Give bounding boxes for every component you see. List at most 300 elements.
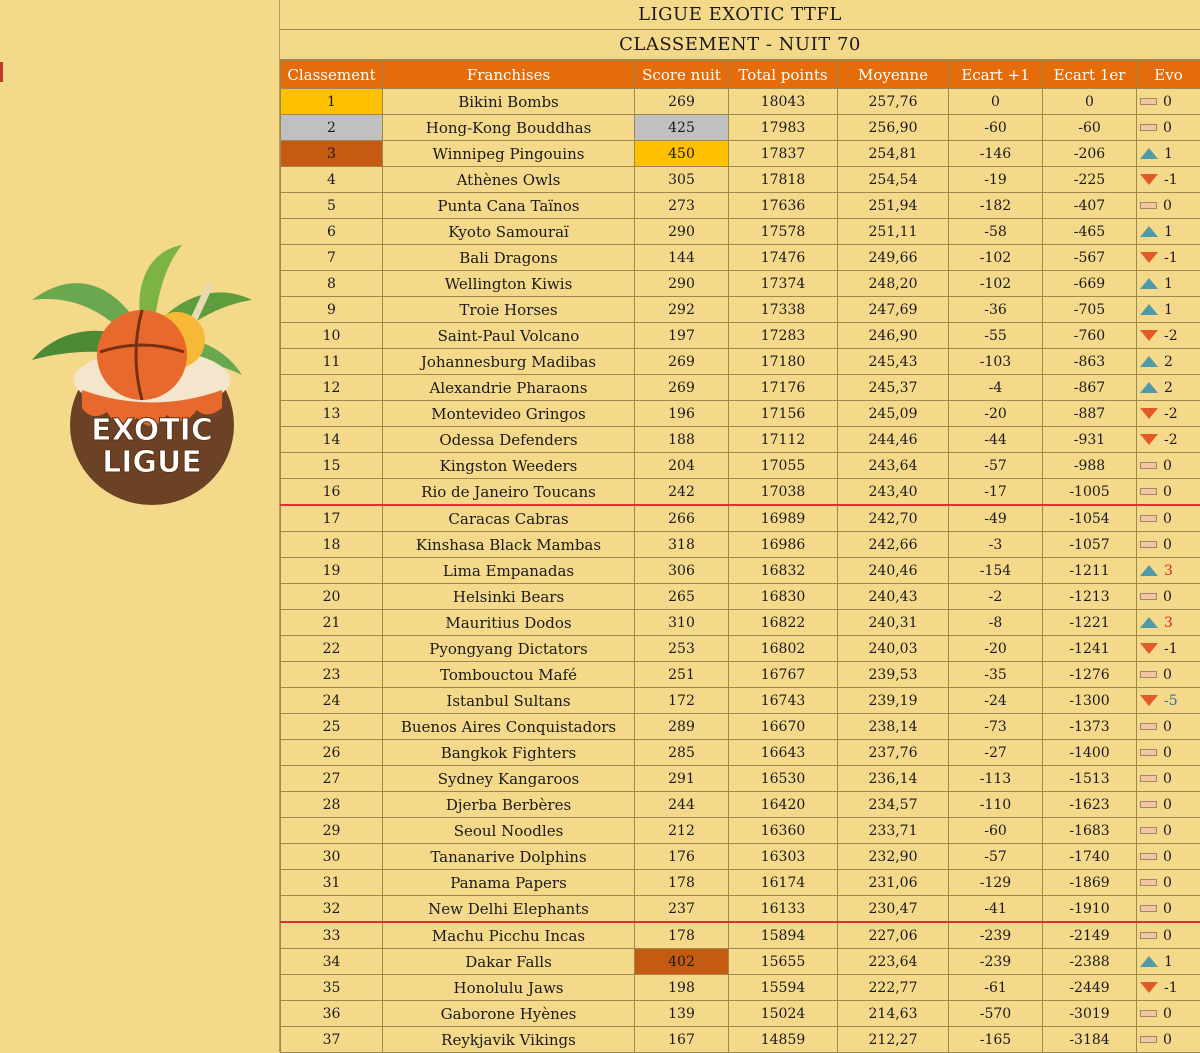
moyenne-cell[interactable]: 254,54 bbox=[838, 167, 949, 193]
franchise-cell[interactable]: Sydney Kangaroos bbox=[383, 766, 635, 792]
evo-cell[interactable] bbox=[1137, 271, 1200, 297]
total-points-cell[interactable]: 16643 bbox=[729, 740, 838, 766]
ecart-1er-cell[interactable]: -1054 bbox=[1043, 505, 1137, 532]
total-points-cell[interactable]: 17112 bbox=[729, 427, 838, 453]
ecart-1er-cell[interactable]: -1276 bbox=[1043, 662, 1137, 688]
franchise-cell[interactable]: Lima Empanadas bbox=[383, 558, 635, 584]
score-nuit-cell[interactable]: 266 bbox=[635, 505, 729, 532]
franchise-cell[interactable]: Montevideo Gringos bbox=[383, 401, 635, 427]
total-points-cell[interactable]: 17176 bbox=[729, 375, 838, 401]
franchise-cell[interactable]: Odessa Defenders bbox=[383, 427, 635, 453]
ecart-1er-cell[interactable]: -1400 bbox=[1043, 740, 1137, 766]
franchise-cell[interactable]: Alexandrie Pharaons bbox=[383, 375, 635, 401]
col-ecart-1[interactable]: Ecart +1 bbox=[949, 61, 1043, 89]
total-points-cell[interactable]: 17055 bbox=[729, 453, 838, 479]
col-classement[interactable]: Classement bbox=[281, 61, 383, 89]
score-nuit-cell[interactable]: 292 bbox=[635, 297, 729, 323]
score-nuit-cell[interactable]: 290 bbox=[635, 219, 729, 245]
col-ecart-1er[interactable]: Ecart 1er bbox=[1043, 61, 1137, 89]
rank-cell[interactable]: 36 bbox=[281, 1001, 383, 1027]
ecart-1er-cell[interactable]: -760 bbox=[1043, 323, 1137, 349]
ecart-1er-cell[interactable]: -2449 bbox=[1043, 975, 1137, 1001]
moyenne-cell[interactable]: 238,14 bbox=[838, 714, 949, 740]
total-points-cell[interactable]: 17636 bbox=[729, 193, 838, 219]
ecart-1-cell[interactable]: -154 bbox=[949, 558, 1043, 584]
total-points-cell[interactable]: 17038 bbox=[729, 479, 838, 506]
rank-cell[interactable]: 33 bbox=[281, 922, 383, 949]
total-points-cell[interactable]: 16989 bbox=[729, 505, 838, 532]
ecart-1-cell[interactable]: -35 bbox=[949, 662, 1043, 688]
ecart-1er-cell[interactable]: -206 bbox=[1043, 141, 1137, 167]
rank-cell[interactable]: 11 bbox=[281, 349, 383, 375]
evo-cell[interactable] bbox=[1137, 219, 1200, 245]
ecart-1-cell[interactable]: -103 bbox=[949, 349, 1043, 375]
moyenne-cell[interactable]: 223,64 bbox=[838, 949, 949, 975]
total-points-cell[interactable]: 16133 bbox=[729, 896, 838, 923]
ecart-1-cell[interactable]: -2 bbox=[949, 584, 1043, 610]
score-nuit-cell[interactable]: 188 bbox=[635, 427, 729, 453]
moyenne-cell[interactable]: 227,06 bbox=[838, 922, 949, 949]
ecart-1er-cell[interactable]: -1623 bbox=[1043, 792, 1137, 818]
evo-cell[interactable] bbox=[1137, 245, 1200, 271]
ecart-1-cell[interactable]: -113 bbox=[949, 766, 1043, 792]
ecart-1er-cell[interactable]: -988 bbox=[1043, 453, 1137, 479]
moyenne-cell[interactable]: 240,46 bbox=[838, 558, 949, 584]
total-points-cell[interactable]: 16802 bbox=[729, 636, 838, 662]
score-nuit-cell[interactable]: 178 bbox=[635, 870, 729, 896]
total-points-cell[interactable]: 17338 bbox=[729, 297, 838, 323]
evo-cell[interactable] bbox=[1137, 167, 1200, 193]
score-nuit-cell[interactable]: 242 bbox=[635, 479, 729, 506]
ecart-1-cell[interactable]: 0 bbox=[949, 89, 1043, 115]
rank-cell[interactable]: 18 bbox=[281, 532, 383, 558]
ecart-1-cell[interactable]: -102 bbox=[949, 245, 1043, 271]
score-nuit-cell[interactable]: 253 bbox=[635, 636, 729, 662]
ecart-1-cell[interactable]: -24 bbox=[949, 688, 1043, 714]
ecart-1er-cell[interactable]: -1211 bbox=[1043, 558, 1137, 584]
evo-cell[interactable] bbox=[1137, 427, 1200, 453]
rank-cell[interactable]: 1 bbox=[281, 89, 383, 115]
rank-cell[interactable]: 9 bbox=[281, 297, 383, 323]
score-nuit-cell[interactable]: 305 bbox=[635, 167, 729, 193]
total-points-cell[interactable]: 16174 bbox=[729, 870, 838, 896]
total-points-cell[interactable]: 17283 bbox=[729, 323, 838, 349]
moyenne-cell[interactable]: 222,77 bbox=[838, 975, 949, 1001]
total-points-cell[interactable]: 17476 bbox=[729, 245, 838, 271]
evo-cell[interactable] bbox=[1137, 714, 1200, 740]
rank-cell[interactable]: 31 bbox=[281, 870, 383, 896]
total-points-cell[interactable]: 14859 bbox=[729, 1027, 838, 1053]
evo-cell[interactable] bbox=[1137, 1027, 1200, 1053]
score-nuit-cell[interactable]: 289 bbox=[635, 714, 729, 740]
ecart-1-cell[interactable]: -57 bbox=[949, 453, 1043, 479]
ecart-1-cell[interactable]: -20 bbox=[949, 401, 1043, 427]
franchise-cell[interactable]: Bikini Bombs bbox=[383, 89, 635, 115]
ecart-1er-cell[interactable]: -1910 bbox=[1043, 896, 1137, 923]
rank-cell[interactable]: 30 bbox=[281, 844, 383, 870]
ecart-1er-cell[interactable]: -465 bbox=[1043, 219, 1137, 245]
score-nuit-cell[interactable]: 178 bbox=[635, 922, 729, 949]
evo-cell[interactable] bbox=[1137, 401, 1200, 427]
rank-cell[interactable]: 28 bbox=[281, 792, 383, 818]
rank-cell[interactable]: 23 bbox=[281, 662, 383, 688]
total-points-cell[interactable]: 15024 bbox=[729, 1001, 838, 1027]
col-total-points[interactable]: Total points bbox=[729, 61, 838, 89]
franchise-cell[interactable]: Tombouctou Mafé bbox=[383, 662, 635, 688]
evo-cell[interactable] bbox=[1137, 740, 1200, 766]
evo-cell[interactable] bbox=[1137, 115, 1200, 141]
ecart-1-cell[interactable]: -41 bbox=[949, 896, 1043, 923]
evo-cell[interactable] bbox=[1137, 297, 1200, 323]
total-points-cell[interactable]: 16303 bbox=[729, 844, 838, 870]
score-nuit-cell[interactable]: 251 bbox=[635, 662, 729, 688]
score-nuit-cell[interactable]: 402 bbox=[635, 949, 729, 975]
ecart-1er-cell[interactable]: -1300 bbox=[1043, 688, 1137, 714]
ecart-1er-cell[interactable]: -1213 bbox=[1043, 584, 1137, 610]
ecart-1er-cell[interactable]: -887 bbox=[1043, 401, 1137, 427]
col-score-nuit[interactable]: Score nuit bbox=[635, 61, 729, 89]
score-nuit-cell[interactable]: 290 bbox=[635, 271, 729, 297]
evo-cell[interactable] bbox=[1137, 949, 1200, 975]
ecart-1-cell[interactable]: -146 bbox=[949, 141, 1043, 167]
ecart-1-cell[interactable]: -58 bbox=[949, 219, 1043, 245]
ecart-1er-cell[interactable]: -225 bbox=[1043, 167, 1137, 193]
rank-cell[interactable]: 32 bbox=[281, 896, 383, 923]
ecart-1-cell[interactable]: -44 bbox=[949, 427, 1043, 453]
rank-cell[interactable]: 6 bbox=[281, 219, 383, 245]
evo-cell[interactable] bbox=[1137, 558, 1200, 584]
franchise-cell[interactable]: Kingston Weeders bbox=[383, 453, 635, 479]
ecart-1er-cell[interactable]: -1869 bbox=[1043, 870, 1137, 896]
total-points-cell[interactable]: 16822 bbox=[729, 610, 838, 636]
rank-cell[interactable]: 15 bbox=[281, 453, 383, 479]
rank-cell[interactable]: 7 bbox=[281, 245, 383, 271]
moyenne-cell[interactable]: 254,81 bbox=[838, 141, 949, 167]
total-points-cell[interactable]: 17837 bbox=[729, 141, 838, 167]
total-points-cell[interactable]: 17374 bbox=[729, 271, 838, 297]
moyenne-cell[interactable]: 237,76 bbox=[838, 740, 949, 766]
franchise-cell[interactable]: Winnipeg Pingouins bbox=[383, 141, 635, 167]
rank-cell[interactable]: 3 bbox=[281, 141, 383, 167]
moyenne-cell[interactable]: 239,19 bbox=[838, 688, 949, 714]
franchise-cell[interactable]: Athènes Owls bbox=[383, 167, 635, 193]
moyenne-cell[interactable]: 248,20 bbox=[838, 271, 949, 297]
score-nuit-cell[interactable]: 196 bbox=[635, 401, 729, 427]
ecart-1er-cell[interactable]: -1005 bbox=[1043, 479, 1137, 506]
ecart-1-cell[interactable]: -27 bbox=[949, 740, 1043, 766]
evo-cell[interactable] bbox=[1137, 896, 1200, 923]
ecart-1er-cell[interactable]: -1241 bbox=[1043, 636, 1137, 662]
total-points-cell[interactable]: 16530 bbox=[729, 766, 838, 792]
rank-cell[interactable]: 35 bbox=[281, 975, 383, 1001]
rank-cell[interactable]: 16 bbox=[281, 479, 383, 506]
total-points-cell[interactable]: 16360 bbox=[729, 818, 838, 844]
franchise-cell[interactable]: Djerba Berbères bbox=[383, 792, 635, 818]
evo-cell[interactable] bbox=[1137, 818, 1200, 844]
evo-cell[interactable] bbox=[1137, 975, 1200, 1001]
ecart-1-cell[interactable]: -17 bbox=[949, 479, 1043, 506]
franchise-cell[interactable]: Kinshasa Black Mambas bbox=[383, 532, 635, 558]
ecart-1er-cell[interactable]: -407 bbox=[1043, 193, 1137, 219]
evo-cell[interactable] bbox=[1137, 89, 1200, 115]
rank-cell[interactable]: 29 bbox=[281, 818, 383, 844]
franchise-cell[interactable]: Dakar Falls bbox=[383, 949, 635, 975]
moyenne-cell[interactable]: 212,27 bbox=[838, 1027, 949, 1053]
rank-cell[interactable]: 2 bbox=[281, 115, 383, 141]
moyenne-cell[interactable]: 233,71 bbox=[838, 818, 949, 844]
ecart-1-cell[interactable]: -8 bbox=[949, 610, 1043, 636]
ecart-1er-cell[interactable]: -567 bbox=[1043, 245, 1137, 271]
ecart-1er-cell[interactable]: -2388 bbox=[1043, 949, 1137, 975]
moyenne-cell[interactable]: 245,43 bbox=[838, 349, 949, 375]
franchise-cell[interactable]: Troie Horses bbox=[383, 297, 635, 323]
rank-cell[interactable]: 22 bbox=[281, 636, 383, 662]
evo-cell[interactable] bbox=[1137, 141, 1200, 167]
evo-cell[interactable] bbox=[1137, 532, 1200, 558]
total-points-cell[interactable]: 15594 bbox=[729, 975, 838, 1001]
franchise-cell[interactable]: Bali Dragons bbox=[383, 245, 635, 271]
score-nuit-cell[interactable]: 285 bbox=[635, 740, 729, 766]
ecart-1-cell[interactable]: -61 bbox=[949, 975, 1043, 1001]
score-nuit-cell[interactable]: 318 bbox=[635, 532, 729, 558]
rank-cell[interactable]: 25 bbox=[281, 714, 383, 740]
evo-cell[interactable] bbox=[1137, 870, 1200, 896]
score-nuit-cell[interactable]: 450 bbox=[635, 141, 729, 167]
evo-cell[interactable] bbox=[1137, 584, 1200, 610]
rank-cell[interactable]: 34 bbox=[281, 949, 383, 975]
franchise-cell[interactable]: Punta Cana Taïnos bbox=[383, 193, 635, 219]
ecart-1-cell[interactable]: -570 bbox=[949, 1001, 1043, 1027]
franchise-cell[interactable]: Seoul Noodles bbox=[383, 818, 635, 844]
moyenne-cell[interactable]: 243,40 bbox=[838, 479, 949, 506]
ecart-1er-cell[interactable]: -3019 bbox=[1043, 1001, 1137, 1027]
ecart-1er-cell[interactable]: -60 bbox=[1043, 115, 1137, 141]
score-nuit-cell[interactable]: 139 bbox=[635, 1001, 729, 1027]
total-points-cell[interactable]: 15894 bbox=[729, 922, 838, 949]
franchise-cell[interactable]: New Delhi Elephants bbox=[383, 896, 635, 923]
ecart-1-cell[interactable]: -239 bbox=[949, 922, 1043, 949]
ecart-1-cell[interactable]: -36 bbox=[949, 297, 1043, 323]
ecart-1-cell[interactable]: -102 bbox=[949, 271, 1043, 297]
total-points-cell[interactable]: 17818 bbox=[729, 167, 838, 193]
ecart-1er-cell[interactable]: -1373 bbox=[1043, 714, 1137, 740]
evo-cell[interactable] bbox=[1137, 636, 1200, 662]
moyenne-cell[interactable]: 240,31 bbox=[838, 610, 949, 636]
col-franchises[interactable]: Franchises bbox=[383, 61, 635, 89]
total-points-cell[interactable]: 16830 bbox=[729, 584, 838, 610]
franchise-cell[interactable]: Istanbul Sultans bbox=[383, 688, 635, 714]
moyenne-cell[interactable]: 240,43 bbox=[838, 584, 949, 610]
ecart-1er-cell[interactable]: -3184 bbox=[1043, 1027, 1137, 1053]
moyenne-cell[interactable]: 246,90 bbox=[838, 323, 949, 349]
evo-cell[interactable] bbox=[1137, 766, 1200, 792]
moyenne-cell[interactable]: 245,37 bbox=[838, 375, 949, 401]
score-nuit-cell[interactable]: 144 bbox=[635, 245, 729, 271]
score-nuit-cell[interactable]: 197 bbox=[635, 323, 729, 349]
moyenne-cell[interactable]: 245,09 bbox=[838, 401, 949, 427]
score-nuit-cell[interactable]: 310 bbox=[635, 610, 729, 636]
score-nuit-cell[interactable]: 167 bbox=[635, 1027, 729, 1053]
evo-cell[interactable] bbox=[1137, 792, 1200, 818]
franchise-cell[interactable]: Caracas Cabras bbox=[383, 505, 635, 532]
franchise-cell[interactable]: Panama Papers bbox=[383, 870, 635, 896]
evo-cell[interactable] bbox=[1137, 1001, 1200, 1027]
score-nuit-cell[interactable]: 244 bbox=[635, 792, 729, 818]
moyenne-cell[interactable]: 232,90 bbox=[838, 844, 949, 870]
ecart-1er-cell[interactable]: -1221 bbox=[1043, 610, 1137, 636]
franchise-cell[interactable]: Gaborone Hyènes bbox=[383, 1001, 635, 1027]
moyenne-cell[interactable]: 236,14 bbox=[838, 766, 949, 792]
franchise-cell[interactable]: Buenos Aires Conquistadors bbox=[383, 714, 635, 740]
ecart-1-cell[interactable]: -3 bbox=[949, 532, 1043, 558]
ecart-1er-cell[interactable]: -863 bbox=[1043, 349, 1137, 375]
ecart-1-cell[interactable]: -110 bbox=[949, 792, 1043, 818]
rank-cell[interactable]: 8 bbox=[281, 271, 383, 297]
score-nuit-cell[interactable]: 269 bbox=[635, 89, 729, 115]
moyenne-cell[interactable]: 247,69 bbox=[838, 297, 949, 323]
ecart-1-cell[interactable]: -239 bbox=[949, 949, 1043, 975]
franchise-cell[interactable]: Tananarive Dolphins bbox=[383, 844, 635, 870]
franchise-cell[interactable]: Reykjavik Vikings bbox=[383, 1027, 635, 1053]
ecart-1er-cell[interactable]: -705 bbox=[1043, 297, 1137, 323]
score-nuit-cell[interactable]: 198 bbox=[635, 975, 729, 1001]
moyenne-cell[interactable]: 249,66 bbox=[838, 245, 949, 271]
evo-cell[interactable] bbox=[1137, 323, 1200, 349]
franchise-cell[interactable]: Helsinki Bears bbox=[383, 584, 635, 610]
total-points-cell[interactable]: 18043 bbox=[729, 89, 838, 115]
moyenne-cell[interactable]: 244,46 bbox=[838, 427, 949, 453]
moyenne-cell[interactable]: 251,94 bbox=[838, 193, 949, 219]
moyenne-cell[interactable]: 231,06 bbox=[838, 870, 949, 896]
rank-cell[interactable]: 4 bbox=[281, 167, 383, 193]
score-nuit-cell[interactable]: 204 bbox=[635, 453, 729, 479]
franchise-cell[interactable]: Bangkok Fighters bbox=[383, 740, 635, 766]
total-points-cell[interactable]: 16986 bbox=[729, 532, 838, 558]
evo-cell[interactable] bbox=[1137, 349, 1200, 375]
ecart-1er-cell[interactable]: -1057 bbox=[1043, 532, 1137, 558]
score-nuit-cell[interactable]: 269 bbox=[635, 349, 729, 375]
moyenne-cell[interactable]: 256,90 bbox=[838, 115, 949, 141]
rank-cell[interactable]: 14 bbox=[281, 427, 383, 453]
rank-cell[interactable]: 20 bbox=[281, 584, 383, 610]
franchise-cell[interactable]: Hong-Kong Bouddhas bbox=[383, 115, 635, 141]
ecart-1-cell[interactable]: -49 bbox=[949, 505, 1043, 532]
evo-cell[interactable] bbox=[1137, 688, 1200, 714]
ecart-1-cell[interactable]: -60 bbox=[949, 818, 1043, 844]
total-points-cell[interactable]: 17180 bbox=[729, 349, 838, 375]
ecart-1-cell[interactable]: -4 bbox=[949, 375, 1043, 401]
ecart-1-cell[interactable]: -19 bbox=[949, 167, 1043, 193]
total-points-cell[interactable]: 16767 bbox=[729, 662, 838, 688]
rank-cell[interactable]: 12 bbox=[281, 375, 383, 401]
rank-cell[interactable]: 5 bbox=[281, 193, 383, 219]
moyenne-cell[interactable]: 242,70 bbox=[838, 505, 949, 532]
score-nuit-cell[interactable]: 269 bbox=[635, 375, 729, 401]
franchise-cell[interactable]: Pyongyang Dictators bbox=[383, 636, 635, 662]
evo-cell[interactable] bbox=[1137, 453, 1200, 479]
moyenne-cell[interactable]: 243,64 bbox=[838, 453, 949, 479]
ecart-1er-cell[interactable]: -1740 bbox=[1043, 844, 1137, 870]
total-points-cell[interactable]: 16670 bbox=[729, 714, 838, 740]
evo-cell[interactable] bbox=[1137, 193, 1200, 219]
franchise-cell[interactable]: Johannesburg Madibas bbox=[383, 349, 635, 375]
moyenne-cell[interactable]: 251,11 bbox=[838, 219, 949, 245]
moyenne-cell[interactable]: 240,03 bbox=[838, 636, 949, 662]
evo-cell[interactable] bbox=[1137, 479, 1200, 506]
score-nuit-cell[interactable]: 425 bbox=[635, 115, 729, 141]
score-nuit-cell[interactable]: 172 bbox=[635, 688, 729, 714]
col-moyenne[interactable]: Moyenne bbox=[838, 61, 949, 89]
moyenne-cell[interactable]: 230,47 bbox=[838, 896, 949, 923]
ecart-1-cell[interactable]: -129 bbox=[949, 870, 1043, 896]
ecart-1-cell[interactable]: -55 bbox=[949, 323, 1043, 349]
rank-cell[interactable]: 27 bbox=[281, 766, 383, 792]
score-nuit-cell[interactable]: 291 bbox=[635, 766, 729, 792]
rank-cell[interactable]: 24 bbox=[281, 688, 383, 714]
evo-cell[interactable] bbox=[1137, 505, 1200, 532]
score-nuit-cell[interactable]: 273 bbox=[635, 193, 729, 219]
ecart-1er-cell[interactable]: -1683 bbox=[1043, 818, 1137, 844]
franchise-cell[interactable]: Mauritius Dodos bbox=[383, 610, 635, 636]
ecart-1er-cell[interactable]: -931 bbox=[1043, 427, 1137, 453]
evo-cell[interactable] bbox=[1137, 662, 1200, 688]
moyenne-cell[interactable]: 242,66 bbox=[838, 532, 949, 558]
col-evo[interactable]: Evo bbox=[1137, 61, 1200, 89]
rank-cell[interactable]: 21 bbox=[281, 610, 383, 636]
moyenne-cell[interactable]: 257,76 bbox=[838, 89, 949, 115]
rank-cell[interactable]: 10 bbox=[281, 323, 383, 349]
ecart-1er-cell[interactable]: -867 bbox=[1043, 375, 1137, 401]
moyenne-cell[interactable]: 214,63 bbox=[838, 1001, 949, 1027]
ecart-1er-cell[interactable]: -2149 bbox=[1043, 922, 1137, 949]
franchise-cell[interactable]: Saint-Paul Volcano bbox=[383, 323, 635, 349]
total-points-cell[interactable]: 16832 bbox=[729, 558, 838, 584]
rank-cell[interactable]: 19 bbox=[281, 558, 383, 584]
total-points-cell[interactable]: 16743 bbox=[729, 688, 838, 714]
score-nuit-cell[interactable]: 176 bbox=[635, 844, 729, 870]
evo-cell[interactable] bbox=[1137, 844, 1200, 870]
ecart-1-cell[interactable]: -73 bbox=[949, 714, 1043, 740]
total-points-cell[interactable]: 17983 bbox=[729, 115, 838, 141]
ecart-1-cell[interactable]: -182 bbox=[949, 193, 1043, 219]
ecart-1er-cell[interactable]: -1513 bbox=[1043, 766, 1137, 792]
franchise-cell[interactable]: Honolulu Jaws bbox=[383, 975, 635, 1001]
franchise-cell[interactable]: Machu Picchu Incas bbox=[383, 922, 635, 949]
ecart-1-cell[interactable]: -57 bbox=[949, 844, 1043, 870]
ecart-1-cell[interactable]: -60 bbox=[949, 115, 1043, 141]
score-nuit-cell[interactable]: 237 bbox=[635, 896, 729, 923]
evo-cell[interactable] bbox=[1137, 922, 1200, 949]
total-points-cell[interactable]: 16420 bbox=[729, 792, 838, 818]
ecart-1er-cell[interactable]: 0 bbox=[1043, 89, 1137, 115]
score-nuit-cell[interactable]: 306 bbox=[635, 558, 729, 584]
score-nuit-cell[interactable]: 265 bbox=[635, 584, 729, 610]
total-points-cell[interactable]: 15655 bbox=[729, 949, 838, 975]
score-nuit-cell[interactable]: 212 bbox=[635, 818, 729, 844]
total-points-cell[interactable]: 17156 bbox=[729, 401, 838, 427]
franchise-cell[interactable]: Wellington Kiwis bbox=[383, 271, 635, 297]
franchise-cell[interactable]: Kyoto Samouraï bbox=[383, 219, 635, 245]
moyenne-cell[interactable]: 234,57 bbox=[838, 792, 949, 818]
franchise-cell[interactable]: Rio de Janeiro Toucans bbox=[383, 479, 635, 506]
rank-cell[interactable]: 37 bbox=[281, 1027, 383, 1053]
ecart-1er-cell[interactable]: -669 bbox=[1043, 271, 1137, 297]
evo-cell[interactable] bbox=[1137, 610, 1200, 636]
moyenne-cell[interactable]: 239,53 bbox=[838, 662, 949, 688]
total-points-cell[interactable]: 17578 bbox=[729, 219, 838, 245]
rank-cell[interactable]: 17 bbox=[281, 505, 383, 532]
rank-cell[interactable]: 13 bbox=[281, 401, 383, 427]
